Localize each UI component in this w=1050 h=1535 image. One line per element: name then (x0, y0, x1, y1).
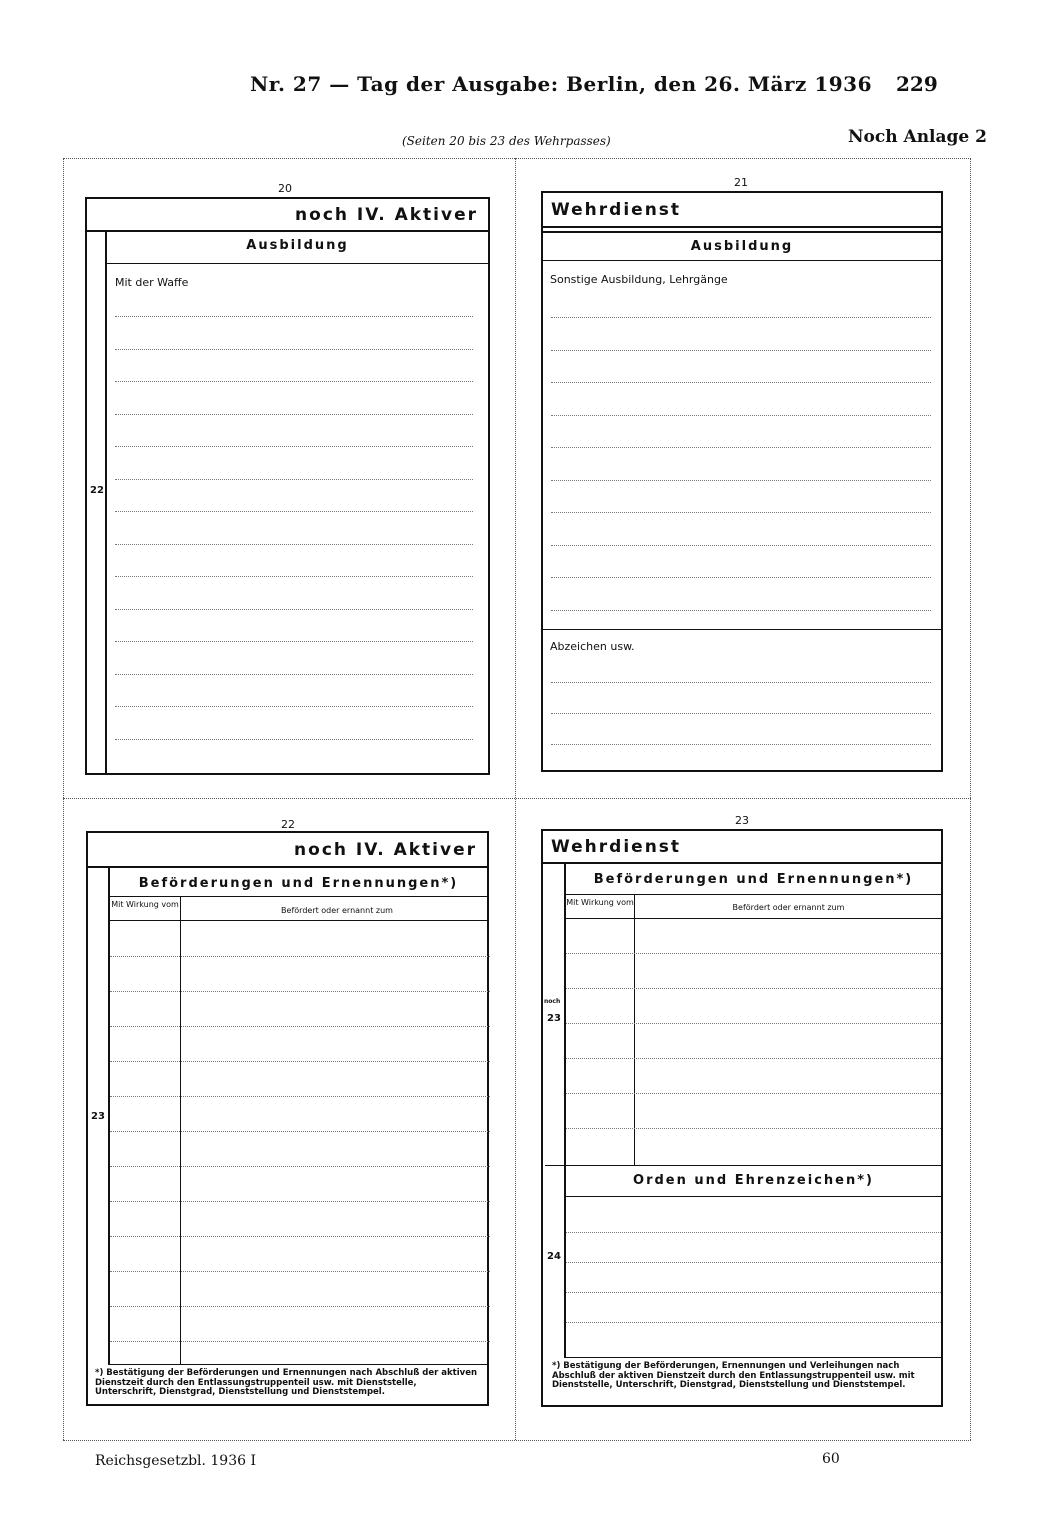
page-21-divider (543, 629, 941, 630)
writing-line (551, 350, 931, 351)
writing-line (551, 545, 931, 546)
writing-line (110, 1166, 490, 1167)
page-23-number: 23 (735, 814, 749, 827)
frame-center (515, 158, 516, 1440)
writing-line (115, 706, 473, 707)
page-23-footnote: *) Bestätigung der Beförderungen, Ernennungen und Verleihungen nach Abschluß der aktiven Dienstzeit durch den Entlassungstruppenteil usw. mit Dienststelle, Unterschrift, Dienstgrad, Dienststellung und Dienststempel. (552, 1361, 915, 1390)
page-22-side-number: 23 (91, 1111, 105, 1122)
writing-line (566, 1322, 941, 1323)
writing-line (115, 641, 473, 642)
writing-line (115, 381, 473, 382)
page-22-title: noch IV. Aktiver (88, 833, 487, 868)
issue-header: Nr. 27 — Tag der Ausgabe: Berlin, den 26. März 1936 (250, 72, 872, 96)
writing-line (110, 1131, 490, 1132)
writing-line (115, 576, 473, 577)
page-23-title: Wehrdienst (543, 831, 941, 864)
page-21-section-title: Ausbildung (543, 231, 941, 261)
page-23-side-prefix: noch (544, 998, 561, 1005)
page-number: 229 (896, 72, 938, 96)
frame-bottom (63, 1440, 971, 1441)
writing-line (110, 1271, 490, 1272)
anlage-label: Noch Anlage 2 (848, 127, 987, 147)
page-23-inner (564, 862, 941, 1358)
writing-line (115, 739, 473, 740)
writing-line (566, 1023, 941, 1024)
writing-line (551, 415, 931, 416)
page-23-section2-title: Orden und Ehrenzeichen*) (566, 1167, 941, 1197)
writing-line (566, 1232, 941, 1233)
page-22-col-date: Mit Wirkung vom (111, 900, 179, 909)
writing-line (551, 610, 931, 611)
page-23-side-number-2: 24 (547, 1251, 561, 1262)
page-22-header-line (110, 920, 487, 921)
page-21-title: Wehrdienst (543, 193, 941, 228)
page-23-col-date: Mit Wirkung vom (566, 898, 634, 907)
page-20-section-title: Ausbildung (107, 230, 488, 264)
page-21-label: Sonstige Ausbildung, Lehrgänge (550, 273, 728, 286)
writing-line (110, 1236, 490, 1237)
writing-line (110, 1096, 490, 1097)
writing-line (551, 682, 931, 683)
page-22-inner (108, 866, 487, 1365)
page-23-section-divider (545, 1165, 941, 1166)
page-20-label: Mit der Waffe (115, 276, 189, 289)
writing-line (551, 447, 931, 448)
page-23-side-number: 23 (547, 1013, 561, 1024)
writing-line (551, 713, 931, 714)
writing-line (566, 1093, 941, 1094)
page-22-number: 22 (281, 818, 295, 831)
page-20-inner (105, 230, 488, 773)
writing-line (115, 511, 473, 512)
frame-middle (63, 798, 971, 799)
page-23-section-title: Beförderungen und Ernennungen*) (566, 862, 941, 895)
writing-line (115, 414, 473, 415)
writing-line (551, 382, 931, 383)
page-22-footnote: *) Bestätigung der Beförderungen und Ernennungen nach Abschluß der aktiven Dienstzeit durch den Entlassungstruppenteil usw. mit Dienststelle, Unterschrift, Dienstgrad, Dienststellung und Dienststempel. (95, 1368, 478, 1397)
writing-line (551, 480, 931, 481)
writing-line (566, 1058, 941, 1059)
page-22-section-title: Beförderungen und Ernennungen*) (110, 866, 487, 897)
frame-right (970, 158, 971, 1440)
page-22-form (86, 831, 489, 1406)
writing-line (110, 1026, 490, 1027)
writing-line (566, 1292, 941, 1293)
frame-left (63, 158, 64, 1440)
page-21-form (541, 191, 943, 772)
writing-line (110, 956, 490, 957)
writing-line (115, 479, 473, 480)
writing-line (566, 1262, 941, 1263)
page-20-side-number: 22 (90, 485, 104, 496)
writing-line (110, 1201, 490, 1202)
writing-line (566, 988, 941, 989)
writing-line (115, 349, 473, 350)
page-21-number: 21 (734, 176, 748, 189)
writing-line (115, 544, 473, 545)
writing-line (115, 609, 473, 610)
writing-line (115, 446, 473, 447)
writing-line (110, 1306, 490, 1307)
page-20-form (85, 197, 490, 775)
writing-line (110, 1341, 490, 1342)
writing-line (566, 953, 941, 954)
writing-line (551, 577, 931, 578)
page-23-form (541, 829, 943, 1407)
writing-line (115, 316, 473, 317)
writing-line (551, 744, 931, 745)
writing-line (551, 317, 931, 318)
footer-left: Reichsgesetzbl. 1936 I (95, 1453, 257, 1469)
page-20-number: 20 (278, 182, 292, 195)
page-20-title: noch IV. Aktiver (87, 199, 488, 232)
page-21-label-2: Abzeichen usw. (550, 640, 635, 653)
writing-line (566, 1128, 941, 1129)
writing-line (110, 991, 490, 992)
writing-line (115, 674, 473, 675)
footer-right: 60 (822, 1451, 840, 1467)
writing-line (551, 512, 931, 513)
page-22-col-rank: Befördert oder ernannt zum (281, 906, 393, 915)
page-23-col-divider (634, 895, 635, 1165)
page-23-col-rank: Befördert oder ernannt zum (732, 903, 845, 912)
frame-top (63, 158, 971, 159)
writing-line (110, 1061, 490, 1062)
page-23-header-line (566, 918, 941, 919)
subtitle: (Seiten 20 bis 23 des Wehrpasses) (402, 134, 611, 148)
